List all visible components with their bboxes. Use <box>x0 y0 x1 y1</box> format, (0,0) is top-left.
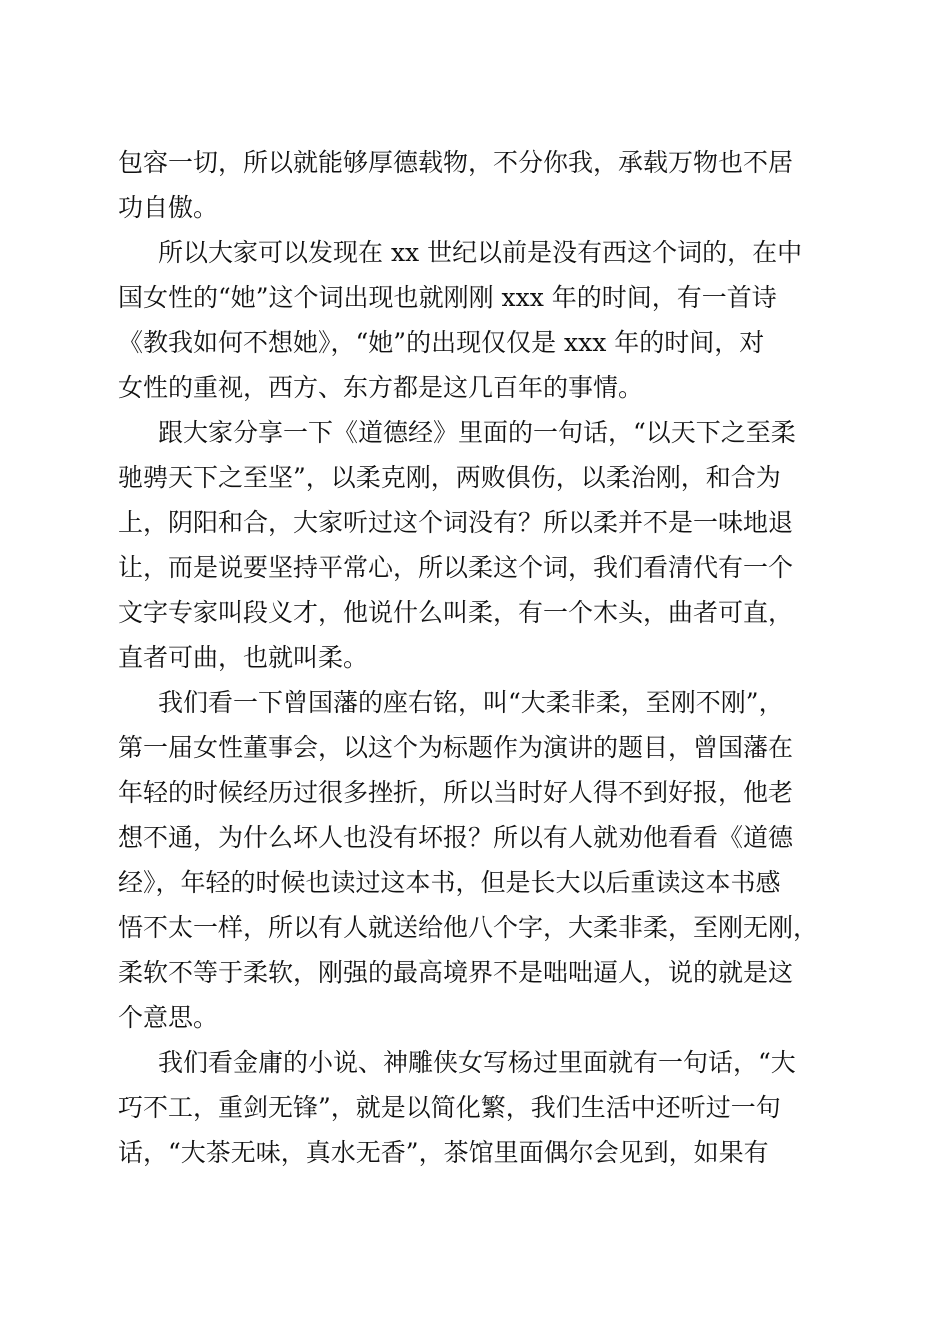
text-line: 所以大家可以发现在 xx 世纪以前是没有西这个词的，在中 <box>158 238 803 267</box>
text-line: 柔软不等于柔软，刚强的最高境界不是咄咄逼人，说的就是这 <box>118 958 794 987</box>
paragraph-4 <box>118 680 838 1040</box>
document-body <box>118 140 838 1175</box>
text-line: 上，阴阳和合，大家听过这个词没有？所以柔并不是一味地退 <box>118 508 794 537</box>
text-line: 女性的重视，西方、东方都是这几百年的事情。 <box>118 373 644 402</box>
text-line: 驰骋天下之至坚”，以柔克刚，两败俱伤，以柔治刚，和合为 <box>118 463 781 492</box>
text-line: 我们看一下曾国藩的座右铭，叫“大柔非柔，至刚不刚”， <box>158 688 784 717</box>
text-line: 悟不太一样，所以有人就送给他八个字，大柔非柔，至刚无刚， <box>118 913 819 942</box>
text-line: 我们看金庸的小说、神雕侠女写杨过里面就有一句话，“大 <box>158 1048 796 1077</box>
text-line: 巧不工，重剑无锋”，就是以简化繁，我们生活中还听过一句 <box>118 1093 781 1122</box>
text-line: 想不通，为什么坏人也没有坏报？所以有人就劝他看看《道德 <box>118 823 794 852</box>
paragraph-2 <box>118 230 838 410</box>
text-line: 个意思。 <box>118 1003 219 1032</box>
text-line: 功自傲。 <box>118 193 219 222</box>
text-line: 文字专家叫段义才，他说什么叫柔，有一个木头，曲者可直， <box>118 598 794 627</box>
text-line: 年轻的时候经历过很多挫折，所以当时好人得不到好报，他老 <box>118 778 794 807</box>
text-line: 国女性的“她”这个词出现也就刚刚 xxx 年的时间，有一首诗 <box>118 283 777 312</box>
text-line: 《教我如何不想她》，“她”的出现仅仅是 xxx 年的时间，对 <box>118 328 765 357</box>
paragraph-5 <box>118 1040 838 1175</box>
text-line: 跟大家分享一下《道德经》里面的一句话，“以天下之至柔 <box>158 418 796 447</box>
paragraph-3 <box>118 410 838 680</box>
text-line: 第一届女性董事会，以这个为标题作为演讲的题目，曾国藩在 <box>118 733 794 762</box>
text-line: 经》，年轻的时候也读过这本书，但是长大以后重读这本书感 <box>118 868 781 897</box>
text-line: 让，而是说要坚持平常心，所以柔这个词，我们看清代有一个 <box>118 553 794 582</box>
paragraph-1 <box>118 140 838 230</box>
text-line: 包容一切，所以就能够厚德载物，不分你我，承载万物也不居 <box>118 148 794 177</box>
text-line: 话，“大茶无味，真水无香”，茶馆里面偶尔会见到，如果有 <box>118 1138 769 1167</box>
text-line: 直者可曲，也就叫柔。 <box>118 643 369 672</box>
